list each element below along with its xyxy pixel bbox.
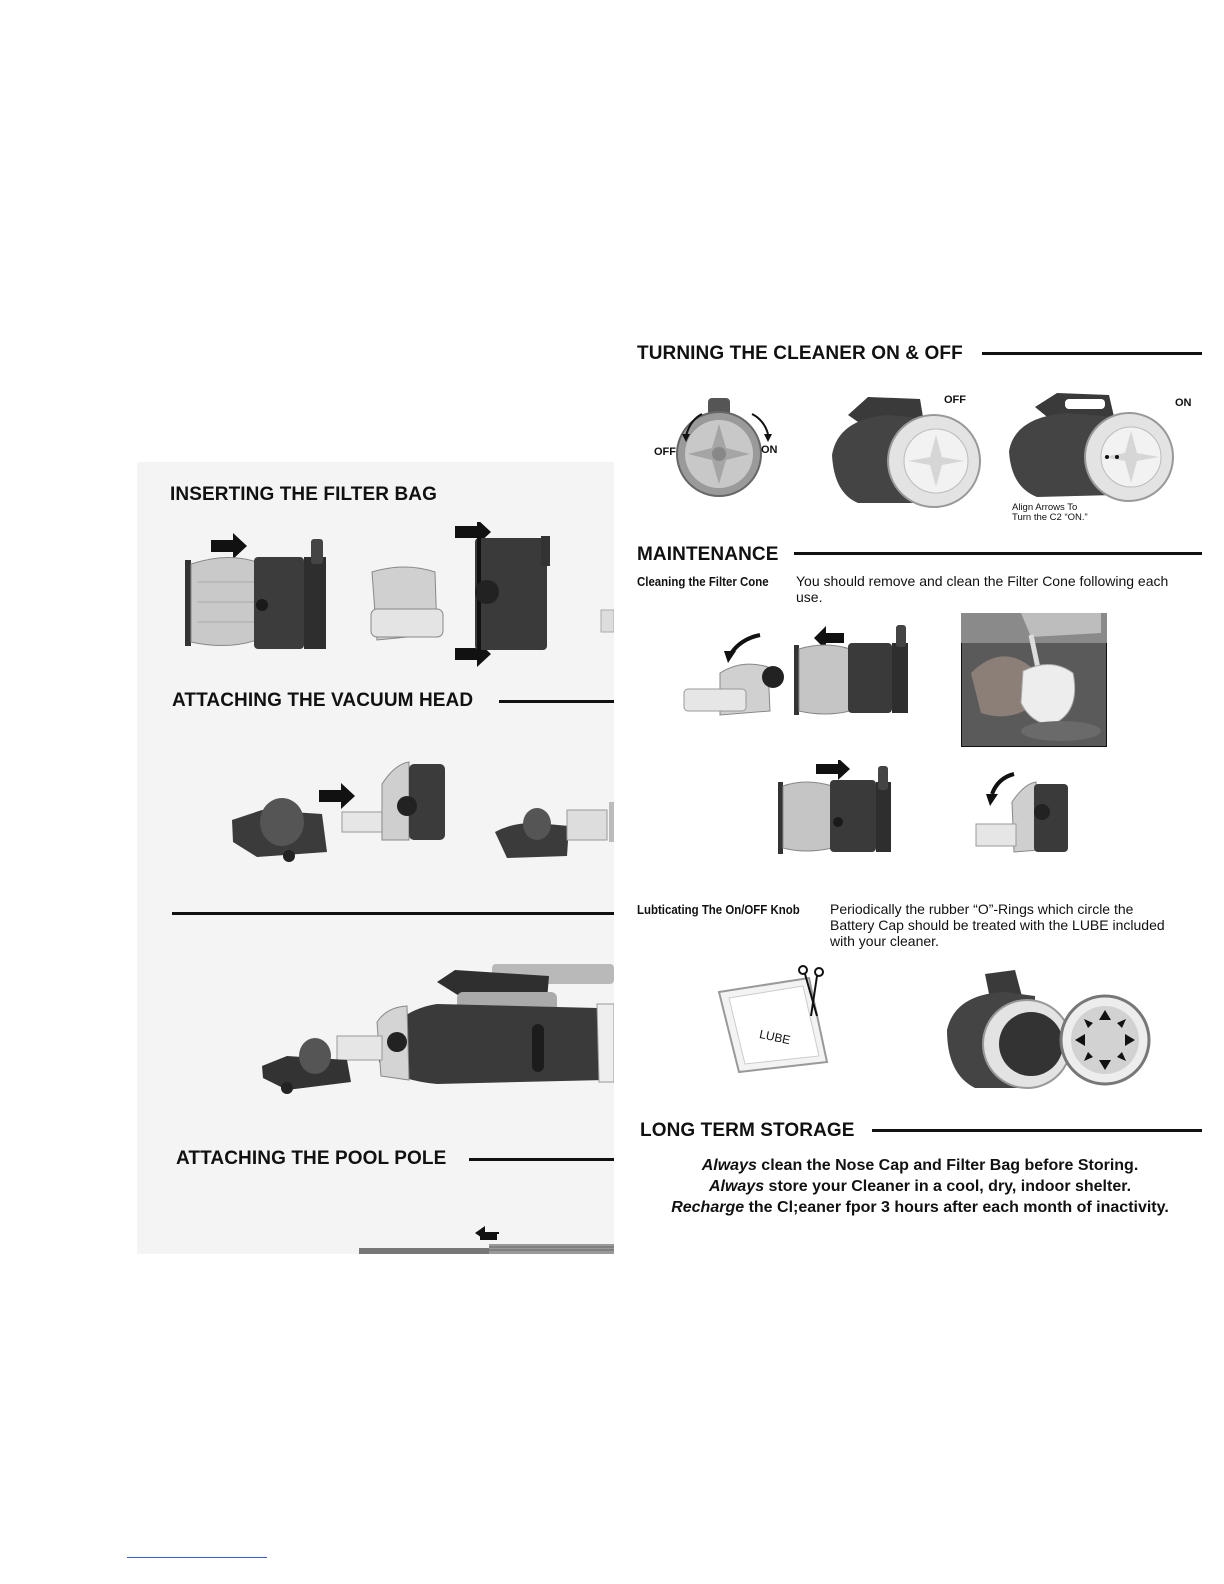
storage-heading: LONG TERM STORAGE: [640, 1120, 855, 1141]
knob-lube-text: Periodically the rubber “O”-Rings which circle the Battery Cap should be treated with the LUBE included with your cleaner.: [830, 901, 1165, 949]
on-off-rule: [982, 352, 1202, 355]
photo-on-label: ON: [1175, 397, 1192, 409]
pool-pole-heading: ATTACHING THE POOL POLE: [176, 1148, 447, 1169]
filter-bag-heading: INSERTING THE FILTER BAG: [170, 484, 437, 505]
washing-filter-photo: [961, 613, 1107, 747]
section-divider: [172, 912, 614, 915]
storage-line-2: Always store your Cleaner in a cool, dry, indoor shelter.: [708, 1178, 1132, 1195]
maintenance-rule: [794, 552, 1202, 555]
left-column-panel: [137, 462, 614, 1254]
knob-subheading: Lubticating The On/OFF Knob: [637, 902, 800, 917]
reinsert-filter-illustration: [776, 760, 894, 856]
maintenance-heading: MAINTENANCE: [637, 544, 779, 565]
storage-rule: [872, 1129, 1202, 1132]
pool-pole-illustration: [137, 1222, 614, 1254]
on-off-heading: TURNING THE CLEANER ON & OFF: [637, 343, 963, 364]
filter-cone-subheading: Cleaning the Filter Cone: [637, 574, 769, 589]
vacuum-head-rule: [499, 700, 614, 703]
storage-line-1: Always clean the Nose Cap and Filter Bag before Storing.: [701, 1157, 1139, 1174]
pool-pole-rule: [469, 1158, 614, 1161]
vacuum-head-heading: ATTACHING THE VACUUM HEAD: [172, 690, 474, 711]
assembled-cleaner-illustration: [137, 952, 614, 1112]
cleaner-on-photo: [1005, 385, 1175, 503]
close-nose-cap-illustration: [974, 766, 1070, 854]
filter-cone-text: You should remove and clean the Filter Cone following each use.: [796, 573, 1169, 605]
storage-line-3: Recharge the Cl;eaner fpor 3 hours after each month of inactivity.: [671, 1199, 1169, 1216]
battery-cap-photo: [945, 970, 1155, 1092]
footnote-rule: [127, 1557, 267, 1558]
vacuum-head-illustration: [137, 752, 614, 872]
knob-on-label: ON: [761, 444, 778, 456]
photo-off-label: OFF: [944, 394, 966, 406]
storage-instructions: [640, 1155, 1200, 1218]
knob-off-label: OFF: [654, 446, 676, 458]
filter-bag-illustration: [137, 522, 614, 672]
lube-label: LUBE: [758, 1027, 792, 1048]
filter-cone-removal-illustration: [680, 615, 915, 720]
align-caption-line-2: Turn the C2 “ON.”: [1012, 512, 1088, 523]
lube-packet-illustration: [715, 962, 845, 1074]
align-caption-line-1: Align Arrows To: [1012, 502, 1078, 513]
